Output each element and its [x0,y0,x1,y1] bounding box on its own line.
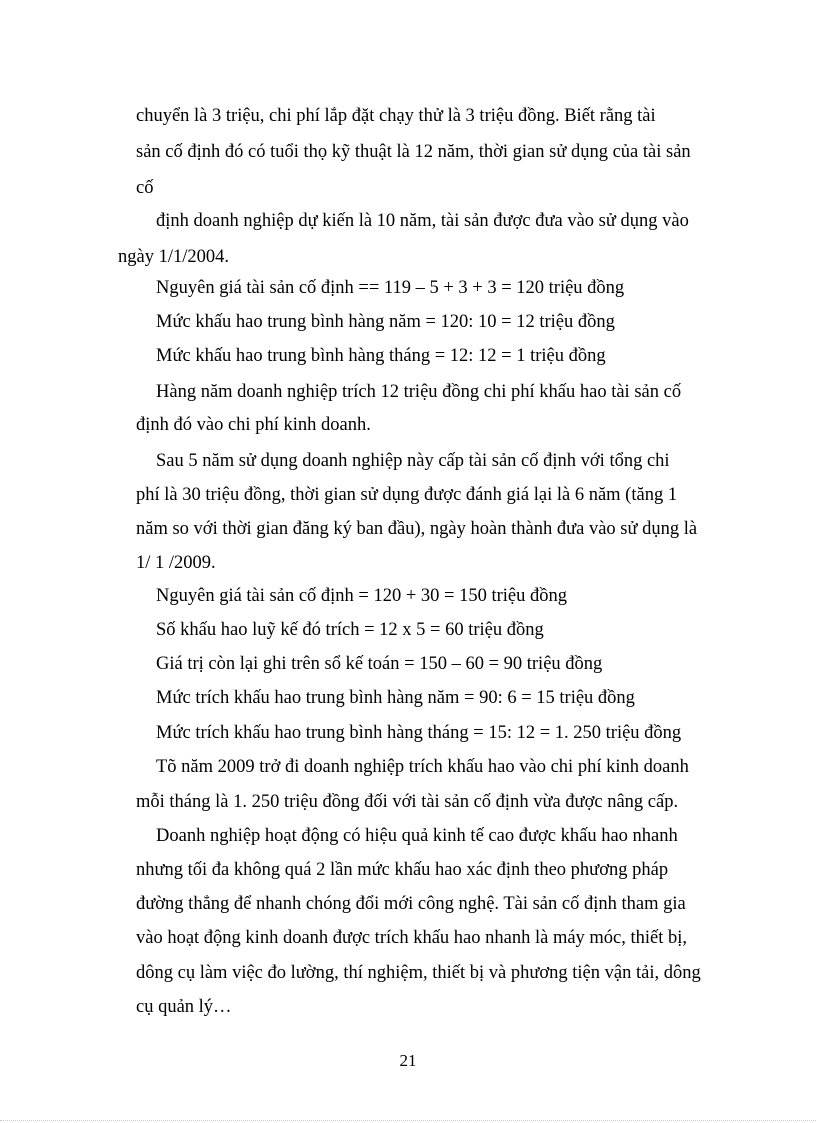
text-line: Tõ năm 2009 trở đi doanh nghiệp trích khấu hao vào chi phí kinh doanh [156,757,689,777]
text-line: Giá trị còn lại ghi trên sổ kế toán = 150 – 60 = 90 triệu đồng [156,654,603,674]
text-line [136,104,716,128]
text-line: cụ quản lý… [136,997,232,1017]
text-line: Nguyên giá tài sản cố định = 120 + 30 = 150 triệu đồng [156,586,568,606]
text-line: sản cố định đó có tuổi thọ kỹ thuật là 12 năm, thời gian sử dụng của tài sản [136,142,691,162]
text-line: đường thẳng để nhanh chóng đổi mới công nghệ. Tài sản cố định tham gia [136,894,686,914]
text-line: vào hoạt động kinh doanh được trích khấu hao nhanh là máy móc, thiết bị, [136,928,688,948]
text-line: định doanh nghiệp dự kiến là 10 năm, tài sản được đưa vào sử dụng vào [156,211,689,231]
text-line: Số khấu hao luỹ kế đó trích = 12 x 5 = 60 triệu đồng [156,620,544,640]
text-line: Doanh nghiệp hoạt động có hiệu quả kinh tế cao được khấu hao nhanh [156,826,678,846]
page-bottom-divider [0,1120,816,1121]
text-line: 1/ 1 /2009. [136,553,216,573]
text-line: Mức khấu hao trung bình hàng năm = 120: 10 = 12 triệu đồng [156,312,615,332]
text-line: Mức trích khấu hao trung bình hàng năm = 90: 6 = 15 triệu đồng [156,688,635,708]
text-line: Nguyên giá tài sản cố định == 119 – 5 + 3 + 3 = 120 triệu đồng [156,278,625,298]
text-line: Mức khấu hao trung bình hàng tháng = 12: 12 = 1 triệu đồng [156,346,606,366]
text-line: Sau 5 năm sử dụng doanh nghiệp này cấp tài sản cố định với tổng chi [156,451,670,471]
text-line: ngày 1/1/2004. [118,247,229,267]
text-line-content: chuyển là 3 triệu, chi phí lắp đặt chạy thử là 3 triệu đồng. Biết rằng tài [136,106,656,126]
text-line: Hàng năm doanh nghiệp trích 12 triệu đồng chi phí khấu hao tài sản cố [156,382,682,402]
page-number: 21 [399,1051,417,1070]
text-line: dông cụ làm việc đo lường, thí nghiệm, thiết bị và phương tiện vận tải, dông [136,963,701,983]
text-line: Mức trích khấu hao trung bình hàng tháng = 15: 12 = 1. 250 triệu đồng [156,723,682,743]
text-line: phí là 30 triệu đồng, thời gian sử dụng được đánh giá lại là 6 năm (tăng 1 [136,485,678,505]
text-line: năm so với thời gian đăng ký ban đầu), ngày hoàn thành đưa vào sử dụng là [136,519,698,539]
text-line: mỗi tháng là 1. 250 triệu đồng đối với tài sản cố định vừa được nâng cấp. [136,792,679,812]
text-line: cố [136,178,154,198]
text-line: định đó vào chi phí kinh doanh. [136,415,371,435]
text-line: nhưng tối đa không quá 2 lần mức khấu hao xác định theo phương pháp [136,860,669,880]
